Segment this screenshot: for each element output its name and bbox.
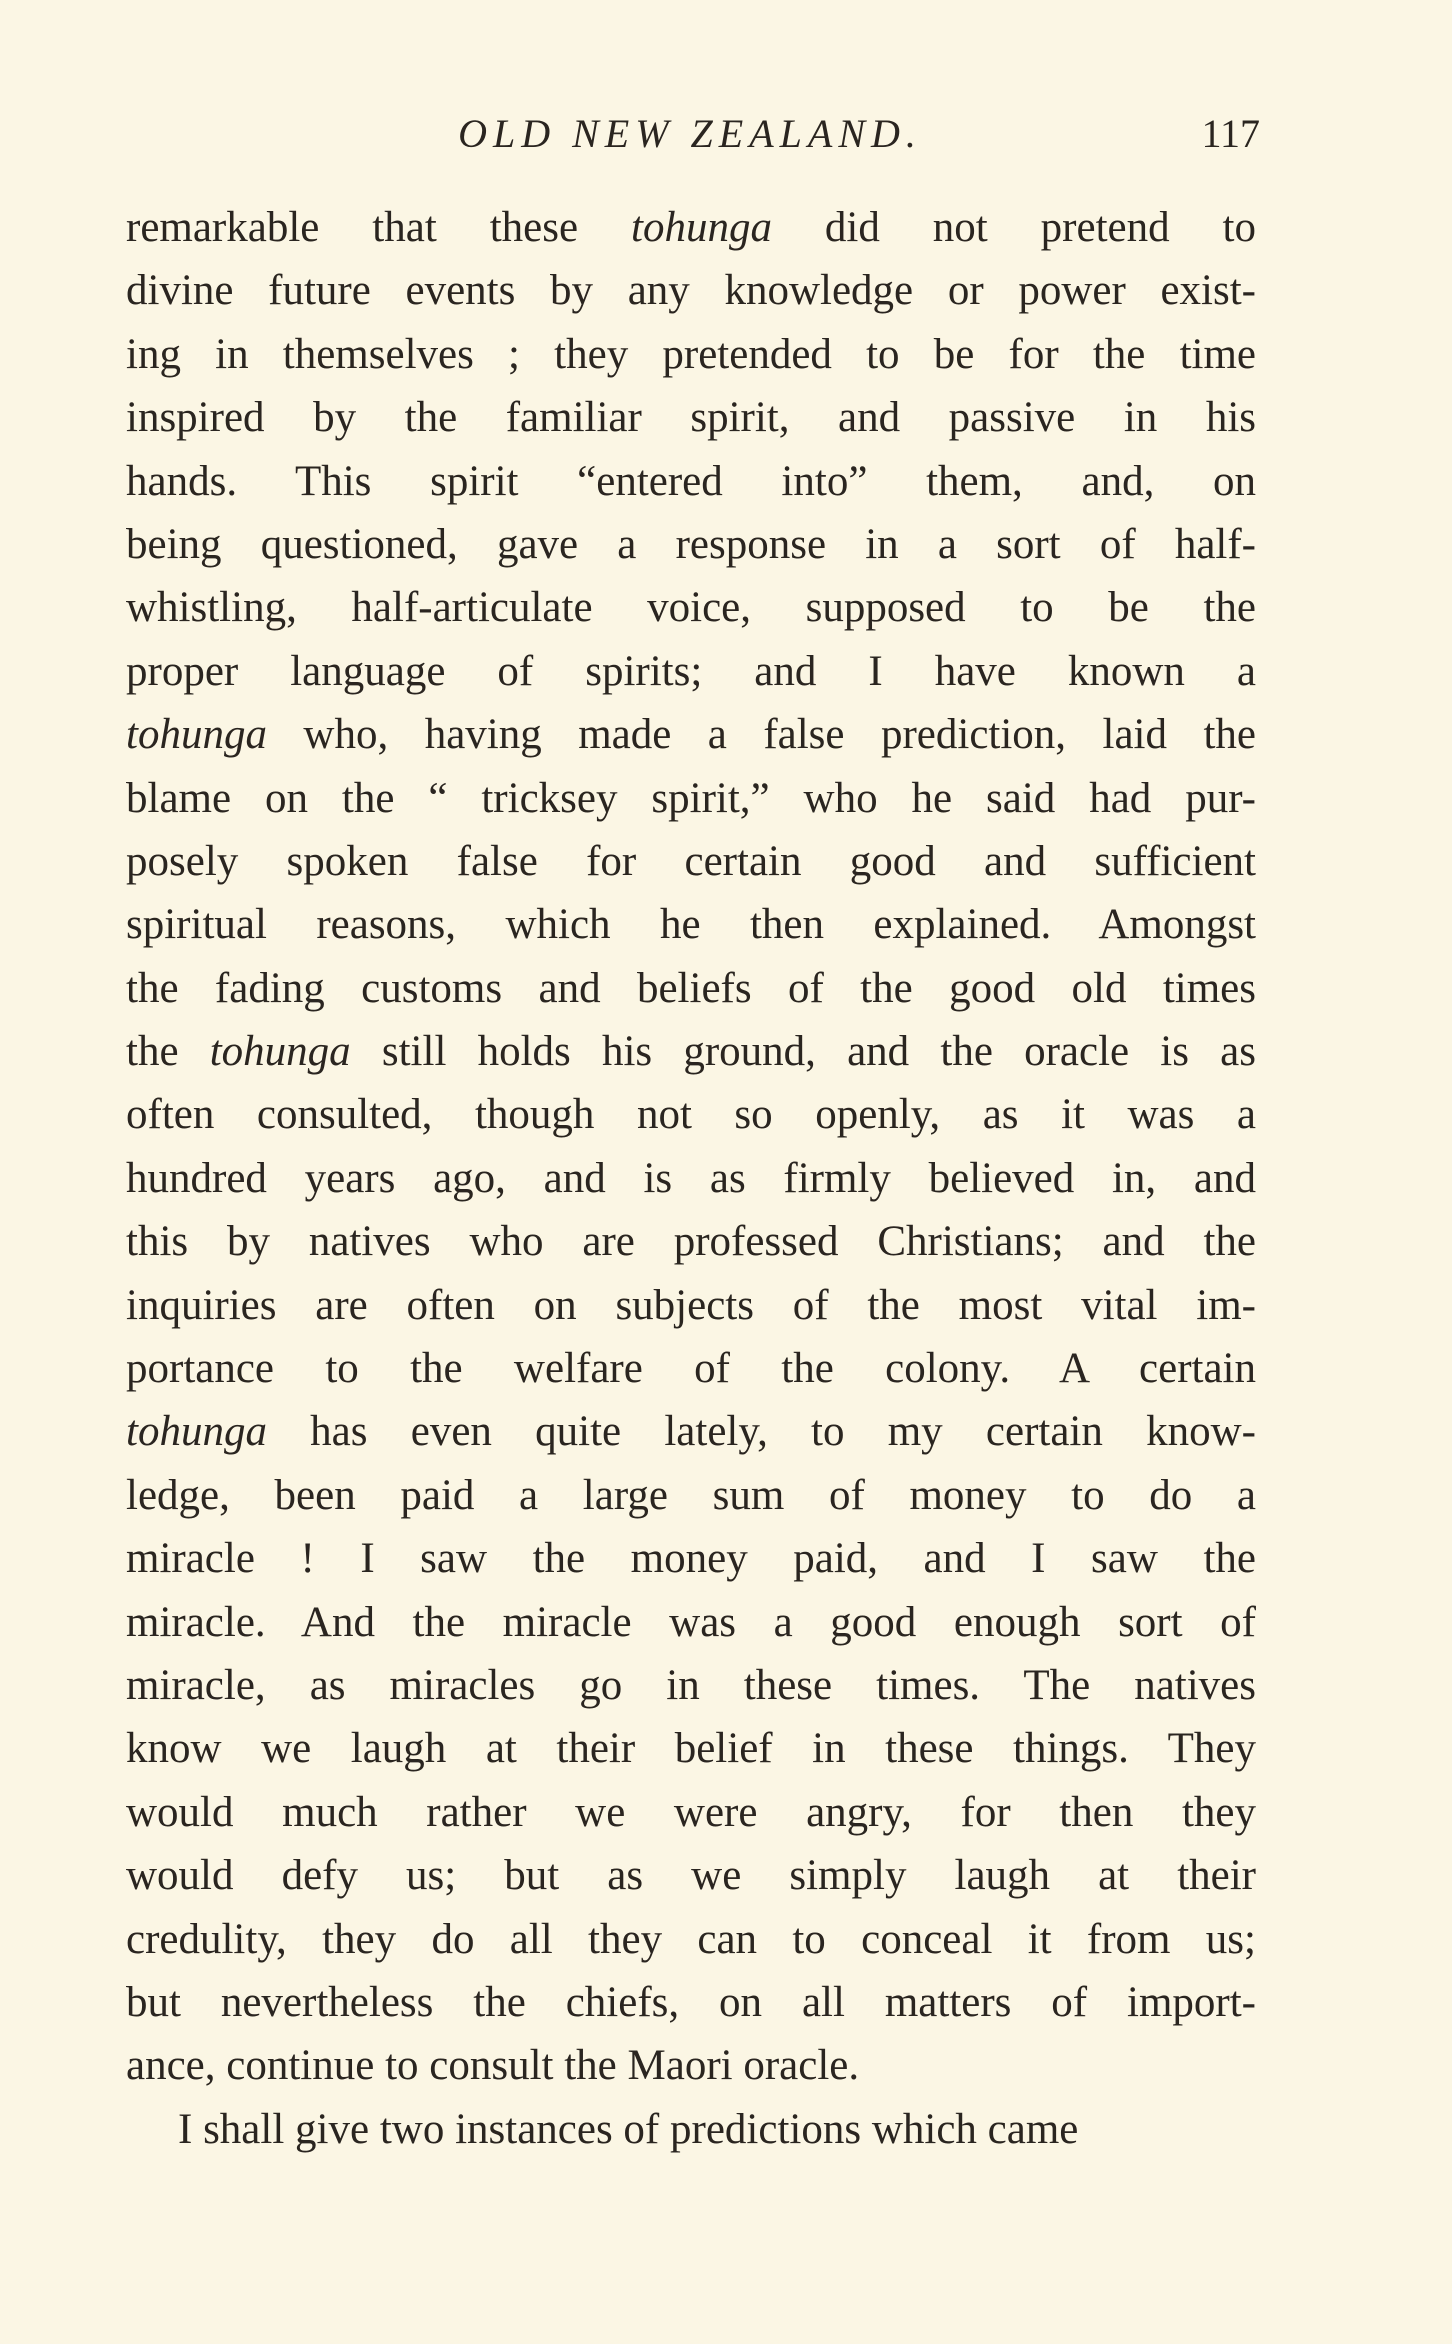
text-segment: did not pretend to <box>771 204 1256 251</box>
text-line <box>126 1147 1256 1210</box>
text-line <box>126 1781 1256 1844</box>
running-title: OLD NEW ZEALAND. <box>458 111 922 156</box>
text-segment: the <box>126 1028 210 1076</box>
text-line <box>126 1020 1256 1083</box>
italic-term: tohunga <box>631 204 772 251</box>
italic-term: tohunga <box>126 1408 267 1456</box>
text-segment: remarkable that these <box>126 204 632 251</box>
text-segment: inquiries are often on subjects of the most vital im- <box>126 1281 1256 1329</box>
text-segment: I shall give two instances of predictions which came <box>178 2105 1079 2153</box>
text-line <box>126 323 1256 386</box>
text-segment: whistling, half-articulate voice, supposed to be the <box>126 584 1256 632</box>
text-line <box>126 513 1256 576</box>
text-line <box>126 1908 1256 1971</box>
text-segment: posely spoken false for certain good and sufficient <box>126 837 1256 885</box>
text-segment: this by natives who are professed Christians; and the <box>126 1218 1256 1266</box>
text-segment: divine future events by any knowledge or power exist- <box>126 267 1256 315</box>
text-line <box>126 1971 1256 2034</box>
text-line <box>126 2034 1256 2097</box>
text-line <box>126 2098 1256 2161</box>
text-line <box>126 1717 1256 1780</box>
text-segment: miracle, as miracles go in these times. The natives <box>126 1661 1256 1709</box>
text-segment: ing in themselves ; they pretended to be for the time <box>126 330 1256 378</box>
text-line <box>126 1337 1256 1400</box>
text-line <box>126 640 1256 703</box>
text-line <box>126 1844 1256 1907</box>
text-line <box>126 893 1256 956</box>
text-line <box>126 1274 1256 1337</box>
italic-term: tohunga <box>126 711 267 759</box>
text-line <box>126 703 1256 766</box>
text-segment: inspired by the familiar spirit, and passive in his <box>126 394 1256 442</box>
text-segment: know we laugh at their belief in these things. They <box>126 1725 1256 1773</box>
text-segment: still holds his ground, and the oracle is as <box>350 1028 1256 1076</box>
text-segment: blame on the “ tricksey spirit,” who he said had pur- <box>126 774 1256 822</box>
text-line <box>126 1527 1256 1590</box>
text-line <box>126 1083 1256 1146</box>
text-line <box>126 1591 1256 1654</box>
text-segment: ance, continue to consult the Maori oracle. <box>126 2042 860 2090</box>
text-line <box>126 1210 1256 1273</box>
text-segment: proper language of spirits; and I have known a <box>126 647 1256 695</box>
text-line <box>126 1464 1256 1527</box>
text-segment: who, having made a false prediction, laid the <box>266 711 1256 759</box>
text-line <box>126 957 1256 1020</box>
text-segment: spiritual reasons, which he then explained. Amongst <box>126 901 1256 949</box>
text-segment: credulity, they do all they can to conceal it from us; <box>126 1915 1256 1963</box>
text-segment: ledge, been paid a large sum of money to do a <box>126 1471 1256 1519</box>
text-segment: would much rather we were angry, for then they <box>126 1788 1256 1836</box>
text-segment: but nevertheless the chiefs, on all matters of import- <box>126 1978 1256 2026</box>
text-line <box>126 196 1256 259</box>
text-segment: miracle. And the miracle was a good enough sort of <box>126 1598 1256 1646</box>
text-line <box>126 1400 1256 1463</box>
text-line <box>126 1654 1256 1717</box>
body-text <box>126 196 1256 2161</box>
text-segment: hundred years ago, and is as firmly believed in, and <box>126 1154 1256 1202</box>
text-line <box>126 386 1256 449</box>
page-number: 117 <box>1201 111 1260 156</box>
text-segment: has even quite lately, to my certain know- <box>266 1408 1256 1456</box>
text-segment: being questioned, gave a response in a sort of half- <box>126 520 1256 568</box>
text-line <box>126 830 1256 893</box>
text-segment: the fading customs and beliefs of the good old times <box>126 964 1256 1012</box>
text-segment: often consulted, though not so openly, as it was a <box>126 1091 1256 1139</box>
text-line <box>126 767 1256 830</box>
text-segment: would defy us; but as we simply laugh at their <box>126 1852 1256 1900</box>
text-segment: miracle ! I saw the money paid, and I saw the <box>126 1535 1256 1583</box>
text-line <box>126 259 1256 322</box>
text-segment: hands. This spirit “entered into” them, and, on <box>126 457 1256 505</box>
page-header <box>120 110 1260 170</box>
text-line <box>126 576 1256 639</box>
italic-term: tohunga <box>209 1028 351 1076</box>
text-segment: portance to the welfare of the colony. A certain <box>126 1345 1256 1393</box>
text-line <box>126 450 1256 513</box>
